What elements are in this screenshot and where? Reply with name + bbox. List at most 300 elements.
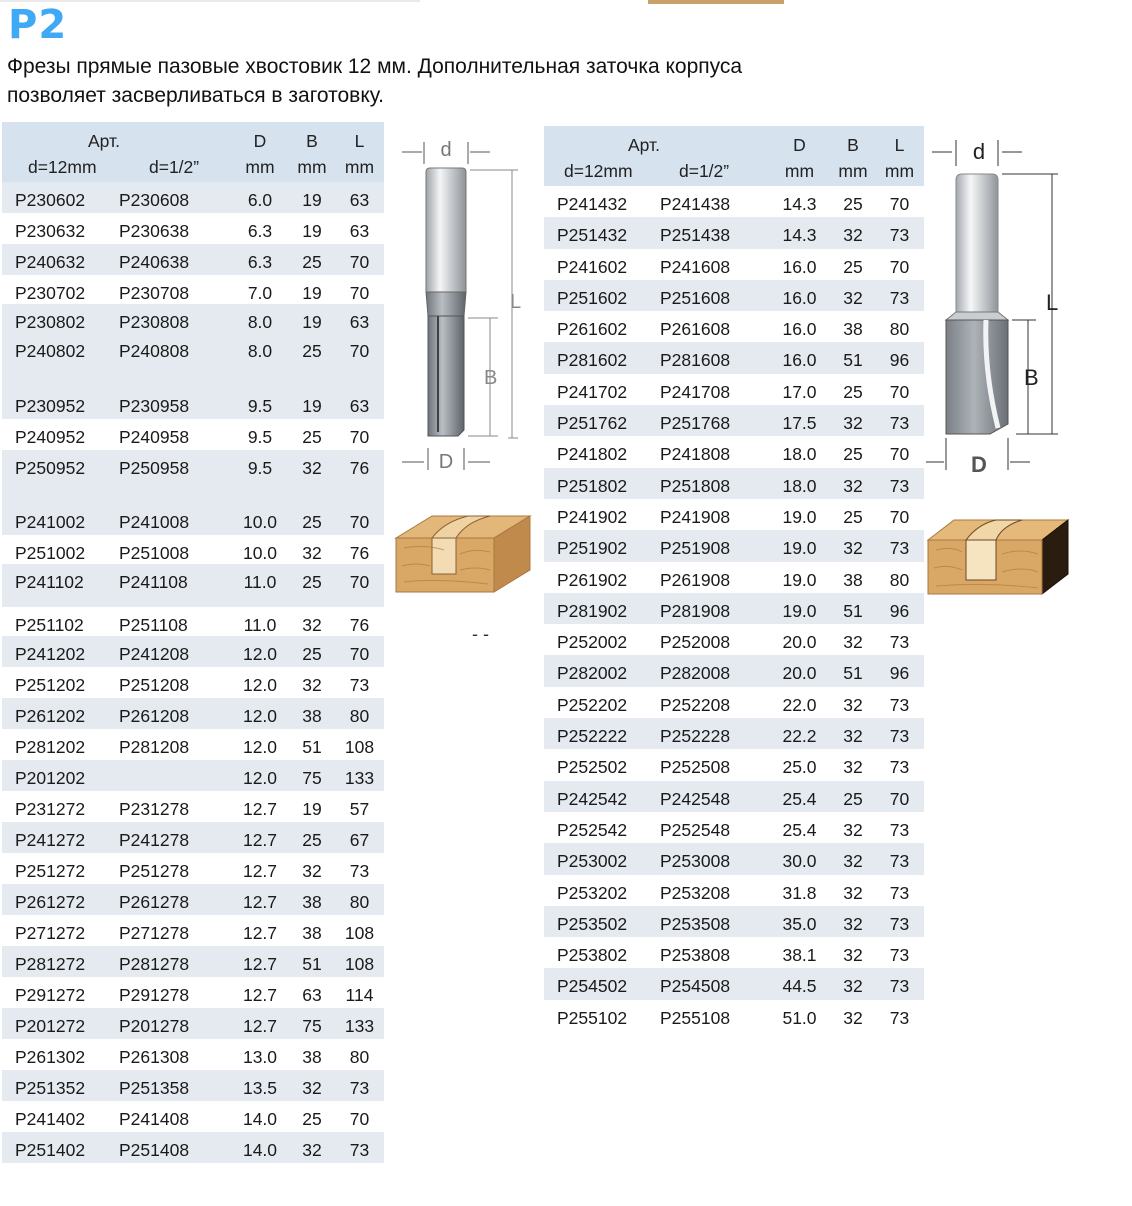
cell-art-12mm: P251802	[544, 468, 656, 499]
table-row	[544, 687, 924, 718]
cell-art-12mm: P241272	[2, 822, 115, 853]
cell-diameter-D: 6.3	[247, 221, 273, 241]
cell-art-12mm: P252502	[557, 757, 628, 778]
cell-length-B: 25	[843, 194, 863, 214]
cell-diameter-D: 25.4	[768, 781, 831, 812]
table-row	[2, 504, 384, 535]
cell-diameter-D: 14.3	[782, 194, 817, 214]
cell-length-B: 32	[831, 530, 875, 561]
cell-art-12mm: P253002	[544, 843, 656, 874]
cell-length-L: 70	[335, 244, 384, 275]
cell-length-L: 73	[875, 405, 924, 436]
header-D-right: D	[768, 126, 831, 156]
cell-art-12mm: P230602	[2, 182, 115, 213]
cell-diameter-D: 8.0	[231, 333, 289, 388]
cell-length-B: 25	[831, 781, 875, 812]
taper-left	[426, 292, 466, 316]
cell-length-L: 73	[889, 632, 910, 653]
cell-diameter-D: 12.7	[231, 884, 289, 915]
cell-length-B: 19	[302, 799, 322, 819]
cell-length-B: 51	[302, 737, 322, 757]
cell-art-12mm: P201272	[2, 1008, 115, 1039]
cell-diameter-D: 30.0	[768, 843, 831, 874]
cell-art-half-inch: P261308	[119, 1047, 190, 1067]
cell-art-12mm: P240632	[2, 244, 115, 275]
cell-art-half-inch: P240958	[119, 427, 190, 447]
cell-length-B: 51	[289, 946, 335, 977]
cell-art-12mm: P252202	[557, 694, 628, 715]
cell-length-L: 73	[875, 530, 924, 561]
cell-length-L: 76	[335, 450, 384, 504]
cell-length-B: 32	[843, 882, 863, 903]
cell-length-B: 25	[302, 427, 322, 447]
label-d-right: d	[972, 139, 986, 164]
cell-length-B: 19	[289, 304, 335, 333]
cell-length-L: 70	[335, 504, 384, 535]
cell-diameter-D: 6.3	[231, 244, 289, 275]
cell-art-12mm: P241402	[15, 1109, 86, 1129]
cell-art-half-inch: P251608	[656, 280, 768, 311]
header-L: L	[335, 122, 384, 152]
cell-art-half-inch: P201278	[115, 1008, 231, 1039]
cell-diameter-D: 17.5	[768, 405, 831, 436]
label-D-right: D	[971, 452, 987, 477]
cell-diameter-D: 12.7	[242, 985, 278, 1005]
cell-length-B: 25	[302, 1109, 322, 1129]
cell-length-L: 70	[335, 564, 384, 607]
cell-length-L: 73	[889, 945, 910, 966]
cell-art-half-inch: P230958	[115, 388, 231, 419]
cell-length-L: 73	[889, 819, 910, 840]
cell-length-L: 63	[335, 182, 384, 213]
cell-art-12mm: P230632	[15, 221, 86, 241]
cell-art-half-inch	[115, 760, 231, 791]
cell-diameter-D: 12.7	[242, 923, 278, 943]
cell-diameter-D: 25.0	[782, 757, 817, 778]
cell-diameter-D: 20.0	[768, 655, 831, 686]
right-table-body	[544, 186, 924, 1029]
table-row	[2, 1070, 384, 1101]
cell-art-half-inch: P251808	[656, 468, 768, 499]
cell-length-B: 19	[289, 388, 335, 419]
cell-art-half-inch: P281908	[656, 593, 768, 624]
left-table-body	[2, 182, 384, 1163]
cell-diameter-D: 11.0	[231, 564, 289, 607]
table-row	[2, 535, 384, 564]
cell-diameter-D: 16.0	[768, 342, 831, 373]
cell-diameter-D: 16.0	[768, 280, 831, 311]
cell-length-L: 57	[349, 799, 370, 819]
cell-art-half-inch: P240808	[115, 333, 231, 388]
cell-art-half-inch: P241908	[660, 506, 731, 527]
dimension-L-right	[1002, 174, 1058, 434]
cell-length-B: 51	[831, 655, 875, 686]
cell-art-12mm: P253502	[544, 906, 656, 937]
cell-diameter-D: 12.0	[231, 636, 289, 667]
table-row	[2, 853, 384, 884]
table-row	[544, 530, 924, 561]
table-row	[544, 374, 924, 405]
cutter-drawing-right	[924, 132, 1064, 482]
cell-art-half-inch: P251358	[115, 1070, 231, 1101]
cell-diameter-D: 14.0	[231, 1132, 289, 1163]
table-row	[2, 564, 384, 607]
cell-art-12mm: P242542	[544, 781, 656, 812]
cell-diameter-D: 10.0	[231, 504, 289, 535]
cell-diameter-D: 18.0	[782, 444, 817, 465]
cell-length-L: 73	[875, 843, 924, 874]
cell-diameter-D: 19.0	[768, 593, 831, 624]
cell-art-12mm: P241002	[2, 504, 115, 535]
cell-length-B: 75	[289, 1008, 335, 1039]
dimension-L-left	[470, 170, 521, 438]
cell-art-half-inch: P250958	[115, 450, 231, 504]
table-row	[2, 333, 384, 388]
cell-art-half-inch: P291278	[119, 985, 190, 1005]
cell-art-half-inch: P251908	[656, 530, 768, 561]
cell-art-12mm: P201202	[2, 760, 115, 791]
cell-length-L: 80	[889, 569, 910, 590]
wood-block-right	[926, 514, 1072, 598]
cell-art-12mm: P261602	[557, 319, 628, 340]
cell-art-half-inch: P251408	[115, 1132, 231, 1163]
cell-art-half-inch: P241408	[119, 1109, 190, 1129]
cell-art-12mm: P241602	[557, 256, 628, 277]
cell-diameter-D: 12.7	[242, 799, 278, 819]
cell-length-B: 32	[831, 468, 875, 499]
shank-left	[426, 168, 466, 292]
top-wood-edge	[648, 0, 784, 4]
cell-diameter-D: 31.8	[782, 882, 817, 903]
cell-art-12mm: P252542	[557, 819, 628, 840]
cell-art-half-inch: P241708	[660, 381, 731, 402]
cell-length-B: 32	[289, 450, 335, 504]
cell-diameter-D: 9.5	[247, 427, 273, 447]
cell-diameter-D: 38.1	[782, 945, 817, 966]
cell-length-B: 38	[843, 319, 863, 340]
cell-art-half-inch: P261608	[660, 319, 731, 340]
cell-length-L: 96	[875, 342, 924, 373]
header-B: B	[289, 122, 335, 152]
cell-art-12mm: P241702	[557, 381, 628, 402]
cell-length-B: 32	[831, 405, 875, 436]
cell-length-L: 96	[875, 593, 924, 624]
cell-length-L: 73	[875, 280, 924, 311]
cell-art-12mm: P241902	[557, 506, 628, 527]
header-L-right: L	[875, 126, 924, 156]
table-row	[2, 1039, 384, 1070]
cell-art-half-inch: P251278	[119, 861, 190, 881]
cell-diameter-D: 12.0	[242, 737, 278, 757]
table-row	[2, 729, 384, 760]
cell-art-half-inch: P241108	[115, 564, 231, 607]
dimension-D-left	[402, 448, 490, 473]
cell-length-L: 63	[335, 304, 384, 333]
table-row	[2, 213, 384, 244]
table-row	[2, 667, 384, 698]
table-row	[2, 607, 384, 636]
header-d12: d=12mm	[2, 152, 115, 182]
cell-length-L: 73	[349, 675, 370, 695]
cell-length-B: 32	[302, 615, 322, 635]
cell-diameter-D: 25.4	[782, 819, 817, 840]
cell-length-L: 70	[349, 1109, 370, 1129]
cell-art-half-inch: P241008	[115, 504, 231, 535]
table-row	[2, 822, 384, 853]
cell-diameter-D: 8.0	[231, 304, 289, 333]
cell-art-half-inch: P251768	[656, 405, 768, 436]
table-row	[544, 655, 924, 686]
cell-length-L: 108	[335, 946, 384, 977]
cell-length-B: 25	[289, 244, 335, 275]
cell-length-B: 25	[289, 333, 335, 388]
cell-length-B: 32	[843, 1007, 863, 1028]
table-row	[2, 946, 384, 977]
cell-length-B: 32	[289, 1132, 335, 1163]
cell-length-B: 25	[289, 636, 335, 667]
dimension-d-left	[402, 139, 490, 164]
cell-diameter-D: 14.0	[242, 1109, 278, 1129]
cell-length-B: 32	[302, 543, 322, 563]
cell-art-12mm: P252002	[557, 632, 628, 653]
cell-art-half-inch: P261908	[660, 569, 731, 590]
stray-mark: - -	[472, 624, 489, 644]
table-row	[544, 781, 924, 812]
cell-length-L: 73	[889, 882, 910, 903]
table-row	[2, 450, 384, 504]
cell-length-L: 76	[349, 543, 370, 563]
table-row	[544, 217, 924, 248]
cell-art-half-inch: P242548	[656, 781, 768, 812]
cutter-drawing-left	[398, 124, 528, 474]
table-row	[544, 968, 924, 999]
table-row	[2, 1008, 384, 1039]
table-row	[2, 698, 384, 729]
cell-art-12mm: P281202	[15, 737, 86, 757]
cell-art-12mm: P251002	[15, 543, 86, 563]
cell-art-12mm: P240802	[2, 333, 115, 388]
cell-length-B: 32	[831, 718, 875, 749]
cell-length-B: 32	[843, 632, 863, 653]
cell-art-half-inch: P251108	[119, 615, 188, 635]
cell-length-B: 32	[831, 217, 875, 248]
cell-length-L: 80	[335, 698, 384, 729]
header-mm-D: mm	[231, 152, 289, 182]
cell-length-B: 25	[843, 444, 863, 465]
header-mm-B-right: mm	[831, 156, 875, 186]
table-row	[544, 249, 924, 280]
cell-length-L: 73	[889, 694, 910, 715]
table-row	[544, 311, 924, 342]
cell-diameter-D: 9.5	[231, 450, 289, 504]
header-mm-B: mm	[289, 152, 335, 182]
table-row	[2, 244, 384, 275]
cell-diameter-D: 17.0	[782, 381, 817, 402]
cell-art-half-inch: P241808	[660, 444, 731, 465]
cell-length-B: 25	[843, 256, 863, 277]
cell-length-B: 19	[302, 221, 322, 241]
cell-length-B: 19	[289, 182, 335, 213]
table-row	[2, 1132, 384, 1163]
cell-art-12mm: P251102	[15, 615, 84, 635]
header-art-right: Арт.	[544, 126, 768, 156]
cell-art-half-inch: P252548	[660, 819, 731, 840]
header-B-right: B	[831, 126, 875, 156]
cell-diameter-D: 18.0	[768, 468, 831, 499]
cell-art-half-inch: P241278	[115, 822, 231, 853]
cell-length-L: 70	[889, 381, 910, 402]
cell-art-12mm: P282002	[544, 655, 656, 686]
cell-diameter-D: 19.0	[782, 569, 817, 590]
cell-length-B: 32	[831, 968, 875, 999]
table-row	[544, 562, 924, 593]
cell-length-L: 96	[875, 655, 924, 686]
cell-length-B: 38	[289, 698, 335, 729]
cell-diameter-D: 20.0	[782, 632, 817, 653]
label-D-left: D	[438, 451, 454, 473]
cell-art-half-inch: P254508	[656, 968, 768, 999]
cell-length-B: 75	[289, 760, 335, 791]
cell-art-half-inch: P251008	[119, 543, 190, 563]
description	[7, 52, 907, 110]
table-row	[2, 304, 384, 333]
cell-diameter-D: 12.7	[242, 861, 278, 881]
cell-diameter-D: 12.0	[242, 675, 278, 695]
cell-length-B: 32	[831, 280, 875, 311]
dimension-B-left	[468, 318, 498, 436]
cell-art-half-inch: P281608	[656, 342, 768, 373]
cell-diameter-D: 16.0	[782, 319, 817, 340]
cell-diameter-D: 19.0	[782, 506, 817, 527]
cell-length-L: 80	[335, 884, 384, 915]
cell-diameter-D: 6.0	[231, 182, 289, 213]
cell-diameter-D: 12.7	[231, 946, 289, 977]
cell-art-12mm: P281602	[544, 342, 656, 373]
dimension-d-right	[932, 139, 1022, 166]
cell-diameter-D: 13.5	[231, 1070, 289, 1101]
cell-art-12mm: P240952	[15, 427, 86, 447]
header-mm-L: mm	[335, 152, 384, 182]
cell-diameter-D: 16.0	[782, 256, 817, 277]
cell-art-half-inch: P282008	[656, 655, 768, 686]
cell-length-L: 133	[335, 1008, 384, 1039]
cell-diameter-D: 19.0	[768, 530, 831, 561]
cell-length-B: 32	[843, 694, 863, 715]
cell-art-12mm: P281272	[2, 946, 115, 977]
cell-length-L: 73	[875, 468, 924, 499]
table-row	[2, 1101, 384, 1132]
table-row	[2, 182, 384, 213]
cell-art-half-inch: P241208	[115, 636, 231, 667]
cell-art-12mm: P250952	[2, 450, 115, 504]
table-row	[544, 812, 924, 843]
table-row	[2, 915, 384, 946]
cell-art-half-inch: P230808	[115, 304, 231, 333]
table-row	[544, 875, 924, 906]
description-line-1: Фрезы прямые пазовые хвостовик 12 мм. Дополнительная заточка корпуса	[7, 55, 743, 78]
cutter-body-right	[946, 320, 1008, 434]
cell-length-L: 63	[335, 388, 384, 419]
cell-diameter-D: 12.7	[231, 822, 289, 853]
cell-art-half-inch: P252228	[656, 718, 768, 749]
cell-diameter-D: 12.7	[231, 1008, 289, 1039]
cell-length-L: 70	[349, 283, 370, 303]
cell-length-L: 76	[349, 615, 370, 635]
cell-art-12mm: P261272	[2, 884, 115, 915]
cell-art-12mm: P251432	[544, 217, 656, 248]
cell-art-12mm: P252222	[544, 718, 656, 749]
cell-art-12mm: P281902	[544, 593, 656, 624]
cell-art-half-inch: P251208	[119, 675, 190, 695]
cell-length-L: 70	[875, 781, 924, 812]
cell-art-half-inch: P252208	[660, 694, 731, 715]
cell-art-12mm: P230702	[15, 283, 86, 303]
cell-diameter-D: 14.3	[768, 217, 831, 248]
cell-art-12mm: P241432	[557, 194, 628, 214]
cell-art-half-inch: P253008	[656, 843, 768, 874]
table-row	[544, 499, 924, 530]
cell-length-L: 70	[335, 333, 384, 388]
table-row	[544, 342, 924, 373]
cell-art-12mm: P261302	[15, 1047, 86, 1067]
cell-length-L: 70	[889, 506, 910, 527]
header-d12in: d=1/2”	[115, 152, 231, 182]
cell-length-L: 70	[889, 444, 910, 465]
cell-diameter-D: 22.2	[768, 718, 831, 749]
cell-art-12mm: P251402	[2, 1132, 115, 1163]
cell-art-half-inch: P231278	[119, 799, 190, 819]
table-row	[544, 186, 924, 217]
cell-art-half-inch: P253808	[660, 945, 731, 966]
cell-length-L: 114	[345, 985, 374, 1005]
cell-art-12mm: P261902	[557, 569, 628, 590]
cell-length-B: 38	[302, 1047, 322, 1067]
table-row	[544, 906, 924, 937]
cell-length-B: 38	[289, 884, 335, 915]
table-row	[544, 749, 924, 780]
cell-art-half-inch: P253208	[660, 882, 731, 903]
cell-art-12mm: P255102	[557, 1007, 628, 1028]
table-row	[544, 405, 924, 436]
cutter-body-left	[428, 316, 464, 436]
cell-length-B: 32	[289, 1070, 335, 1101]
cell-art-12mm: P254502	[544, 968, 656, 999]
label-L-left: L	[510, 291, 522, 313]
cell-art-12mm: P230952	[2, 388, 115, 419]
cell-art-half-inch: P240638	[115, 244, 231, 275]
cell-length-L: 73	[889, 1007, 910, 1028]
table-row	[544, 593, 924, 624]
cell-art-half-inch: P241608	[660, 256, 731, 277]
cell-art-12mm: P241202	[2, 636, 115, 667]
cell-art-half-inch: P261208	[115, 698, 231, 729]
cell-diameter-D: 9.5	[231, 388, 289, 419]
cell-length-L: 63	[349, 221, 370, 241]
table-row	[544, 468, 924, 499]
cell-art-half-inch: P230638	[119, 221, 190, 241]
cell-art-12mm: P271272	[15, 923, 86, 943]
cell-diameter-D: 10.0	[242, 543, 278, 563]
cell-length-B: 38	[302, 923, 322, 943]
cell-length-L: 108	[344, 737, 375, 757]
cell-diameter-D: 12.0	[231, 698, 289, 729]
cell-length-B: 32	[843, 757, 863, 778]
cell-length-B: 32	[302, 861, 322, 881]
header-D: D	[231, 122, 289, 152]
label-L-right: L	[1046, 290, 1059, 315]
dimension-D-right	[926, 438, 1030, 477]
table-row	[2, 760, 384, 791]
